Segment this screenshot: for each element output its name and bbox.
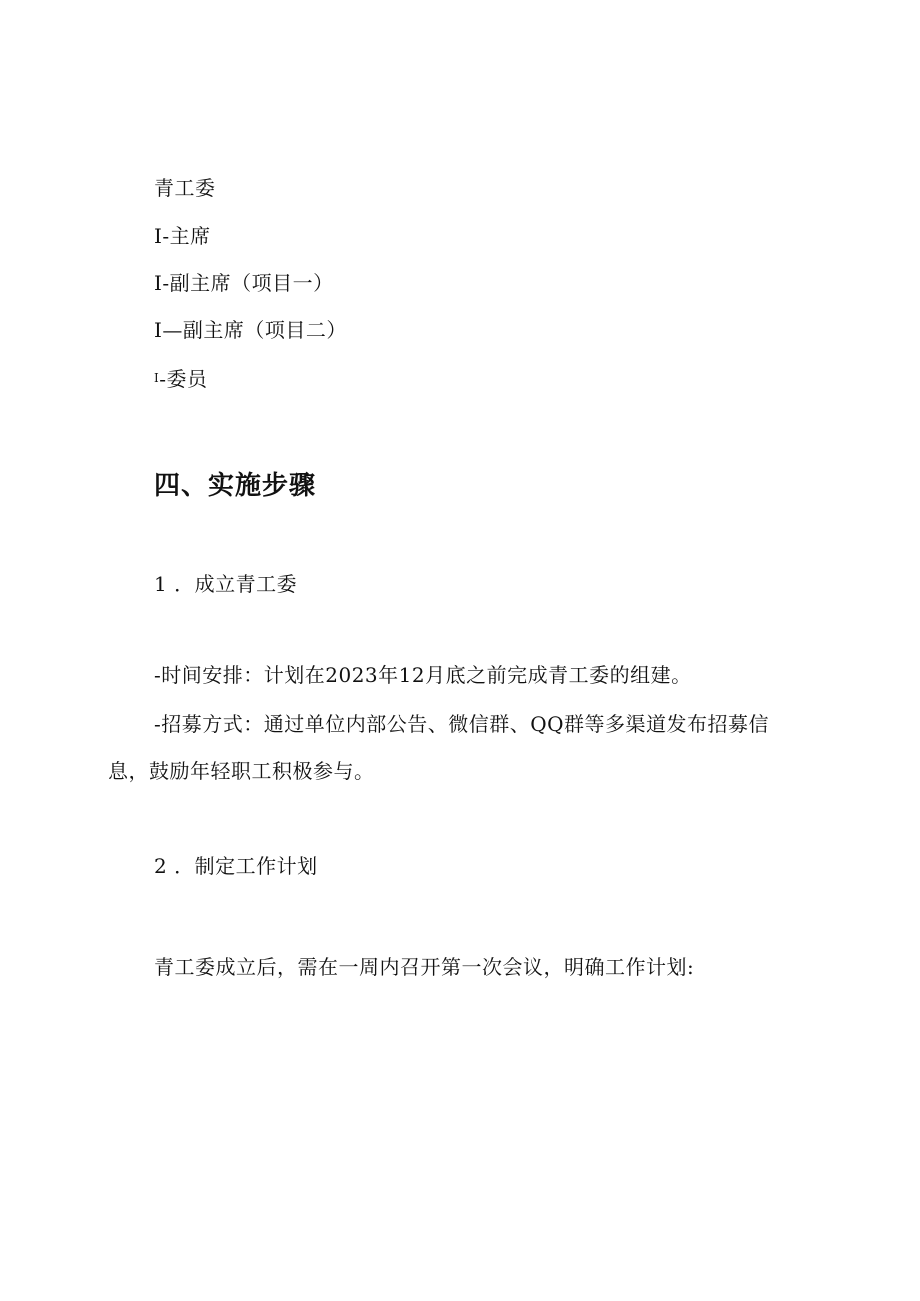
step-2-body: 青工委成立后，需在一周内召开第一次会议，明确工作计划:: [154, 955, 695, 979]
org-item-chairman: I-主席: [154, 224, 211, 248]
org-title: 青工委: [154, 176, 216, 200]
step-1-time: -时间安排：计划在2023年12月底之前完成青工委的组建。: [154, 663, 692, 687]
step-1-recruit-line-2: 息，鼓励年轻职工积极参与。: [108, 759, 375, 783]
org-item-member: [154, 366, 208, 391]
org-item-vice-chairman-2: I—副主席（项目二）: [154, 318, 347, 342]
org-item-member-prefix: I: [154, 371, 160, 385]
step-2-title: 2 ．制定工作计划: [154, 854, 318, 878]
org-item-vice-chairman-1: I-副主席（项目一）: [154, 271, 334, 295]
step-1-recruit-line-1: -招募方式：通过单位内部公告、微信群、QQ群等多渠道发布招募信: [154, 712, 770, 736]
org-item-member-label: -委员: [159, 367, 208, 391]
step-1-title: 1 ．成立青工委: [154, 572, 298, 596]
section-heading: 四、实施步骤: [154, 471, 317, 501]
